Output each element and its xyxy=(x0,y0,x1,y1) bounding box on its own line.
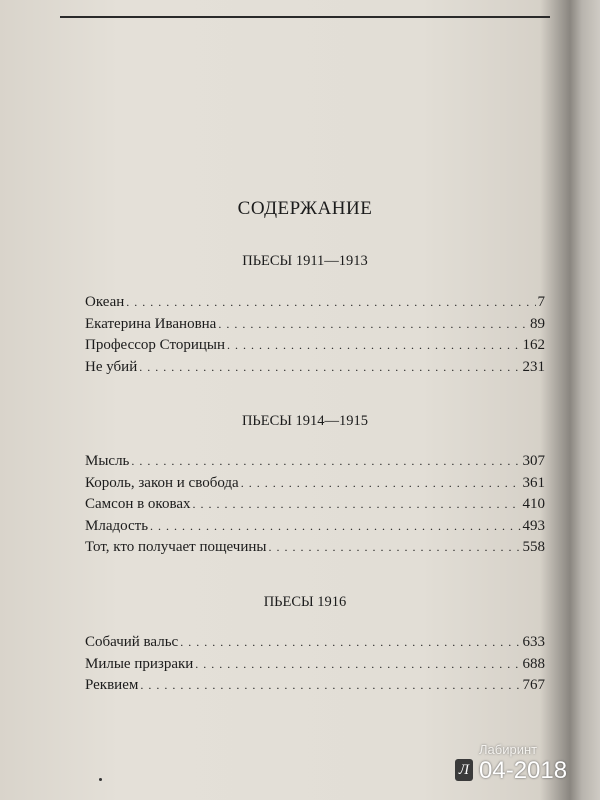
toc-entry xyxy=(85,475,545,497)
entry-page: 688 xyxy=(522,655,545,672)
toc-list xyxy=(85,453,545,561)
toc-entry xyxy=(85,496,545,518)
page-title: СОДЕРЖАНИЕ xyxy=(237,198,373,219)
watermark-text xyxy=(479,742,567,785)
toc-entry xyxy=(85,453,545,475)
leader-dots xyxy=(218,317,528,332)
entry-title: Реквием xyxy=(85,677,139,694)
entry-page: 558 xyxy=(522,539,545,556)
entry-title: Собачий вальс xyxy=(85,634,179,650)
toc-entry xyxy=(85,337,545,359)
watermark-brand: Лабиринт xyxy=(479,742,538,757)
leader-dots xyxy=(150,519,520,534)
entry-page: 307 xyxy=(522,453,545,469)
entry-title: Милые призраки xyxy=(85,655,194,672)
entry-page: 410 xyxy=(522,496,545,513)
entry-title: Профессор Сторицын xyxy=(85,337,225,354)
labirint-logo-icon: Л xyxy=(455,759,473,781)
toc-entry xyxy=(85,656,545,678)
leader-dots xyxy=(126,295,535,310)
entry-title: Тот, кто получает пощечины xyxy=(85,539,267,556)
section-heading: ПЬЕСЫ 1914—1915 xyxy=(241,413,369,429)
toc-entry xyxy=(85,539,545,561)
toc-entry xyxy=(85,518,545,540)
leader-dots xyxy=(140,678,520,693)
leader-dots xyxy=(193,497,521,512)
header-rule xyxy=(60,16,550,18)
toc-entry xyxy=(85,294,545,316)
entry-title: Самсон в оковах xyxy=(85,496,191,513)
entry-title: Екатерина Ивановна xyxy=(85,315,217,332)
entry-title: Не убий xyxy=(85,358,138,375)
leader-dots xyxy=(241,476,521,491)
entry-page: 633 xyxy=(522,634,545,650)
leader-dots xyxy=(139,360,520,375)
watermark-date: 04-2018 xyxy=(479,757,568,784)
toc-entry xyxy=(85,634,545,656)
entry-page: 231 xyxy=(522,358,545,375)
section-heading: ПЬЕСЫ 1911—1913 xyxy=(242,253,368,269)
watermark xyxy=(455,742,567,785)
entry-title: Океан xyxy=(85,294,125,310)
entry-page: 493 xyxy=(522,517,545,534)
entry-title: Младость xyxy=(85,517,149,534)
entry-page: 361 xyxy=(522,474,545,491)
entry-page: 162 xyxy=(522,337,545,354)
section-heading: ПЬЕСЫ 1916 xyxy=(263,594,347,610)
leader-dots xyxy=(180,635,520,650)
page-mark xyxy=(99,778,102,781)
toc-entry xyxy=(85,316,545,338)
toc-entry xyxy=(85,677,545,699)
toc-entry xyxy=(85,359,545,381)
entry-title: Мысль xyxy=(85,453,130,469)
leader-dots xyxy=(195,657,520,672)
entry-page: 7 xyxy=(537,294,545,310)
entry-page: 89 xyxy=(530,315,545,332)
leader-dots xyxy=(131,454,520,469)
toc-list xyxy=(85,294,545,380)
entry-title: Король, закон и свобода xyxy=(85,474,239,491)
entry-page: 767 xyxy=(522,677,545,694)
leader-dots xyxy=(227,338,521,353)
toc-list xyxy=(85,634,545,699)
leader-dots xyxy=(268,540,520,555)
